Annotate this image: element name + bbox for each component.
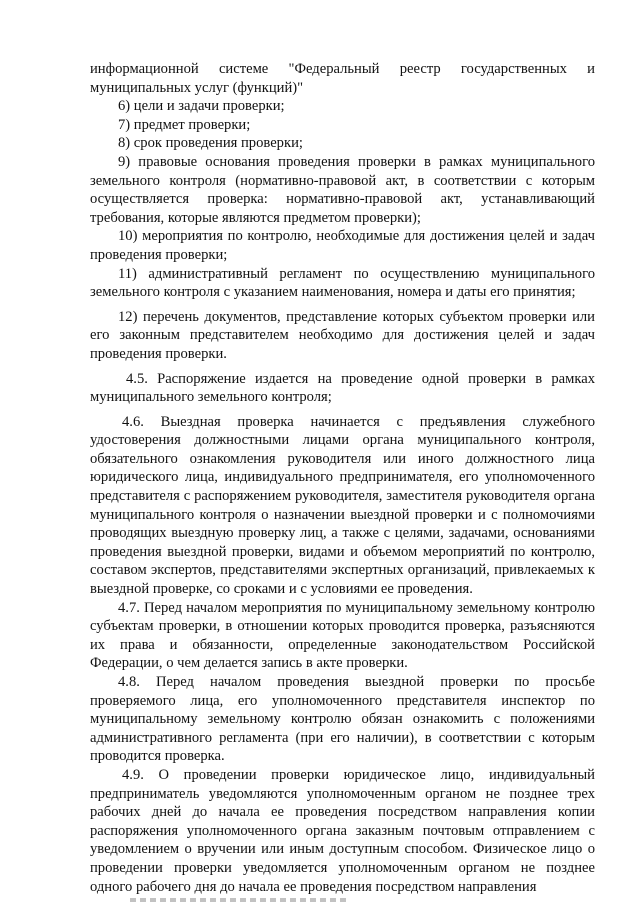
list-item-documents: 12) перечень документов, представление которых субъектом проверки или его законным представителем необходимо для достижения целей и задач проведения проверки.: [90, 308, 595, 362]
section-4-6: 4.6. Выездная проверка начинается с предъявления служебного удостоверения должностными лицами органа муниципального контроля, обязательного ознакомления руководителя или иного должностного лица юридического лица, индивидуального предпринимателя, его уполномоченного представителя с распоряжением руководителя, заместителя руководителя органа муниципального контроля о назначении выездной проверки и с полномочиями проводящих выездную проверку лиц, а также с целями, задачами, основаниями проведения выездной проверки, видами и объемом мероприятий по контролю, составом экспертов, представителями экспертных организаций, привлекаемых к выездной проверке, со сроками и с условиями ее проведения.: [90, 413, 595, 598]
list-item-subject: 7) предмет проверки;: [118, 116, 251, 133]
list-item-control-measures: 10) мероприятия по контролю, необходимые для достижения целей и задач проведения проверки;: [90, 228, 595, 263]
section-4-9: 4.9. О проведении проверки юридическое лицо, индивидуальный предприниматель уведомляются уполномоченным органом не позднее трех рабочих дней до начала ее проведения посредством направления копии распоряжения уполномоченного органа заказным почтовым отправлением с уведомлением о вручении или иным доступным способом. Физическое лицо о проведении проверки уведомляется уполномоченным органом не позднее одного рабочего дня до начала ее проведения посредством направления: [90, 766, 595, 895]
list-item-term: 8) срок проведения проверки;: [118, 135, 303, 152]
section-4-8: 4.8. Перед началом проведения выездной проверки по просьбе проверяемого лица, его уполномоченного представителя инспектор по муниципальному земельному контролю обязан ознакомить с положениями административного регламента (при его наличии), в соответствии с которым проводится проверка.: [90, 674, 595, 765]
list-item-legal-basis: 9) правовые основания проведения проверки в рамках муниципального земельного контроля (нормативно-правовой акт, в соответствии с которым осуществляется проверка: нормативно-правовой акт, устанавливающий требования, которые являются предметом проверки);: [90, 153, 595, 226]
section-4-5: 4.5. Распоряжение издается на проведение одной проверки в рамках муниципального земельного контроля;: [90, 370, 595, 406]
scan-footer-mark: [130, 898, 350, 902]
list-item-goals: 6) цели и задачи проверки;: [118, 98, 285, 115]
section-4-7: 4.7. Перед началом мероприятия по муниципальному земельному контролю субъектам проверки, в отношении которых проводится проверка, разъясняются их права и обязанности, определенные законодательством Российской Федерации, о чем делается запись в акте проверки.: [90, 599, 595, 672]
document-page: [90, 60, 595, 896]
paragraph-registry-continuation: информационной системе "Федеральный реестр государственных и муниципальных услуг (функций)": [90, 61, 595, 96]
list-item-admin-regulation: 11) административный регламент по осуществлению муниципального земельного контроля с указанием наименования, номера и даты его принятия;: [90, 265, 595, 301]
